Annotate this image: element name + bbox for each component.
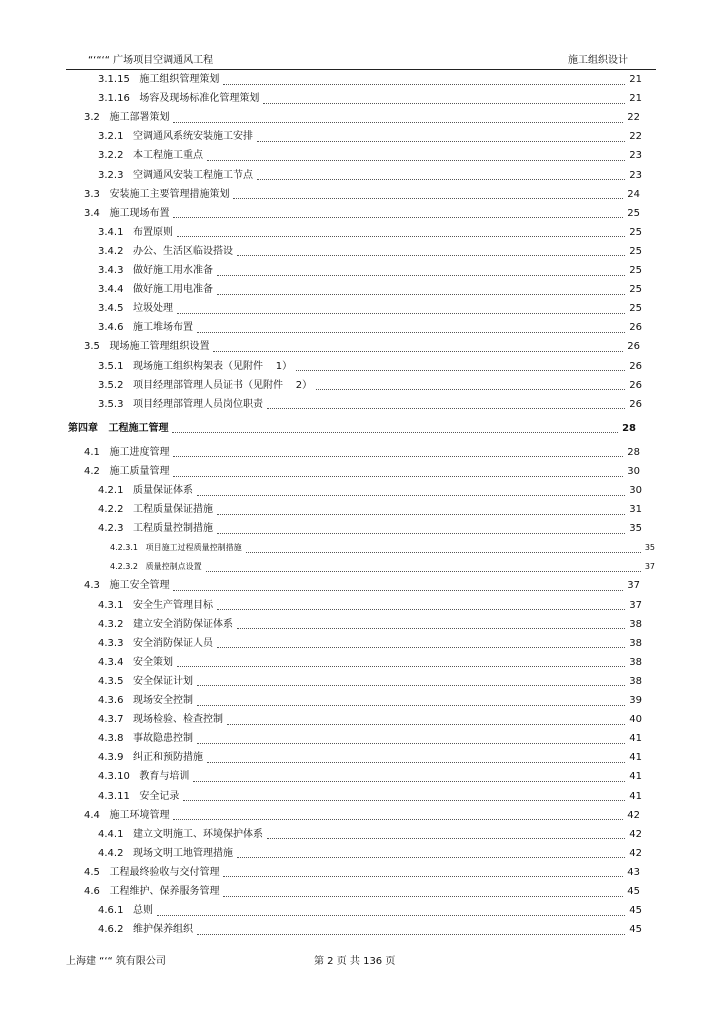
toc-entry-number: 3.4.6: [98, 322, 124, 334]
toc-entry-number: 4.2.3: [98, 523, 124, 535]
toc-entry[interactable]: [98, 655, 642, 671]
toc-entry-label: [98, 168, 253, 184]
toc-entry-label: [98, 359, 292, 375]
toc-entry-label: [98, 282, 213, 298]
toc-entry-page: 42: [627, 809, 640, 821]
footer-page-number: 第 2 页 共 136 页: [314, 956, 396, 967]
toc-leader-dots: [267, 408, 625, 409]
toc-entry-title: 空调通风安装工程施工节点: [133, 169, 253, 181]
toc-entry-page: 25: [629, 265, 642, 276]
toc-leader-dots: [233, 198, 623, 199]
toc-leader-dots: [173, 217, 623, 218]
toc-leader-dots: [183, 800, 625, 801]
toc-entry-label: [84, 578, 169, 594]
toc-entry[interactable]: [84, 865, 640, 881]
toc-entry[interactable]: [98, 922, 642, 938]
toc-entry[interactable]: [84, 339, 640, 355]
toc-entry[interactable]: [84, 464, 640, 480]
toc-entry-page: 43: [627, 866, 640, 878]
toc-entry-number: 4.3.9: [98, 752, 124, 764]
toc-entry-title: 建立文明施工、环境保护体系: [133, 828, 263, 840]
toc-entry-title: 纠正和预防措施: [133, 752, 203, 764]
toc-entry-page: 41: [629, 790, 642, 802]
toc-entry-page: 21: [629, 74, 642, 85]
toc-entry-label: [98, 148, 203, 164]
toc-entry[interactable]: [98, 598, 642, 614]
toc-entry-page: 38: [629, 656, 642, 668]
toc-entry[interactable]: [98, 129, 642, 145]
toc-entry[interactable]: [98, 148, 642, 164]
toc-entry-number: 3.2: [84, 112, 100, 124]
toc-entry-page: 25: [629, 245, 642, 257]
toc-entry-number: 3.4.3: [98, 265, 124, 276]
toc-entry-number: 3.5.3: [98, 398, 124, 410]
toc-entry[interactable]: [98, 731, 642, 747]
header-doc-type: 施工组织设计: [568, 55, 628, 66]
toc-entry-label: [84, 339, 209, 355]
toc-entry-label: [110, 559, 202, 575]
toc-entry-number: 4.3.6: [98, 695, 124, 706]
toc-entry-title: 教育与培训: [139, 771, 190, 783]
toc-entry[interactable]: [98, 301, 642, 317]
toc-entry-number: 4.2.3.2: [110, 562, 138, 572]
toc-entry-page: 41: [629, 771, 642, 783]
toc-entry-page: 37: [627, 580, 640, 592]
toc-entry-page: 38: [629, 637, 642, 649]
toc-entry-label: [98, 750, 203, 766]
toc-entry-number: 4.3.2: [98, 618, 124, 630]
toc-entry-page: 45: [629, 924, 642, 936]
toc-leader-dots: [223, 876, 623, 877]
toc-entry-page: 23: [629, 150, 642, 162]
toc-entry[interactable]: [84, 445, 640, 461]
toc-entry-title: 工程质量控制措施: [133, 523, 213, 535]
toc-entry[interactable]: [98, 827, 642, 843]
toc-entry[interactable]: [84, 187, 640, 203]
toc-entry-page: 26: [629, 322, 642, 334]
toc-leader-dots: [193, 781, 625, 782]
toc-entry-title: 施工部署策划: [109, 112, 170, 124]
toc-entry-number: 4.6.1: [98, 905, 124, 917]
toc-leader-dots: [197, 685, 625, 686]
toc-entry-number: 第四章: [68, 422, 98, 434]
toc-leader-dots: [217, 294, 625, 295]
toc-entry-number: 4.2.1: [98, 485, 124, 497]
toc-entry-page: 42: [629, 847, 642, 859]
toc-leader-dots: [257, 141, 625, 142]
toc-entry-number: 4.3.4: [98, 656, 124, 668]
toc-entry[interactable]: [98, 72, 642, 88]
toc-leader-dots: [217, 275, 625, 276]
toc-leader-dots: [173, 476, 623, 477]
toc-leader-dots: [197, 934, 625, 935]
toc-entry-page: 31: [629, 504, 642, 516]
toc-entry-number: 3.5.1: [98, 360, 124, 372]
toc-entry-label: [98, 636, 213, 652]
toc-leader-dots: [197, 495, 625, 496]
toc-entry-title: 安全保证计划: [133, 675, 193, 687]
toc-entry-label: [68, 421, 168, 437]
toc-entry-label: [98, 225, 173, 241]
toc-entry-label: [98, 129, 253, 145]
toc-entry-label: [84, 464, 169, 480]
toc-entry-title: 空调通风系统安装施工安排: [133, 131, 253, 143]
toc-leader-dots: [197, 332, 625, 333]
toc-entry-label: [84, 187, 229, 203]
toc-leader-dots: [177, 236, 625, 237]
toc-entry[interactable]: [98, 483, 642, 499]
toc-entry-page: 45: [629, 905, 642, 917]
toc-leader-dots: [237, 628, 625, 629]
toc-leader-dots: [217, 609, 625, 610]
toc-entry-page: 25: [629, 303, 642, 315]
toc-entry-label: [98, 617, 233, 633]
toc-entry-page: 25: [627, 207, 640, 219]
toc-entry-number: 3.1.15: [98, 74, 130, 85]
toc-entry-number: 4.3: [84, 580, 100, 592]
toc-entry-title: 现场安全控制: [133, 695, 193, 706]
toc-entry[interactable]: [98, 397, 642, 413]
toc-leader-dots: [267, 838, 625, 839]
toc-entry-page: 26: [629, 398, 642, 410]
toc-entry-title: 质量保证体系: [133, 485, 193, 497]
toc-entry-number: 4.3.5: [98, 675, 124, 687]
toc-entry[interactable]: [98, 693, 642, 709]
toc-entry-title: 施工环境管理: [109, 809, 170, 821]
toc-entry-title: 场容及现场标准化管理策划: [139, 93, 260, 105]
toc-leader-dots: [237, 255, 625, 256]
toc-entry-label: [84, 884, 219, 900]
toc-entry-page: 39: [629, 695, 642, 706]
toc-entry[interactable]: [110, 540, 655, 556]
toc-entry[interactable]: [84, 206, 640, 222]
toc-entry-page: 28: [622, 422, 636, 434]
toc-entry-label: [98, 320, 193, 336]
toc-entry-title: 施工质量管理: [109, 466, 170, 477]
toc-entry-title: 施工安全管理: [109, 580, 170, 592]
toc-leader-dots: [173, 590, 623, 591]
toc-entry-label: [98, 483, 193, 499]
toc-entry[interactable]: [98, 846, 642, 862]
toc-entry[interactable]: [98, 378, 642, 394]
toc-entry-title: 建立安全消防保证体系: [133, 618, 233, 630]
toc-entry-label: [98, 693, 193, 709]
toc-entry-title: 项目经理部管理人员证书（见附件 2）: [133, 379, 313, 391]
toc-leader-dots: [217, 533, 625, 534]
toc-leader-dots: [207, 762, 625, 763]
toc-entry-title: 安全策划: [133, 656, 173, 668]
toc-entry-page: 37: [644, 562, 655, 572]
toc-leader-dots: [263, 103, 625, 104]
toc-entry-number: 3.3: [84, 188, 100, 200]
toc-entry-number: 3.1.16: [98, 93, 130, 105]
toc-entry[interactable]: [98, 244, 642, 260]
toc-entry-title: 工程施工管理: [108, 422, 169, 434]
toc-entry-label: [98, 502, 213, 518]
toc-entry-label: [84, 206, 169, 222]
toc-entry-label: [98, 91, 259, 107]
toc-leader-dots: [177, 666, 625, 667]
toc-entry-title: 垃圾处理: [133, 303, 173, 315]
toc-entry-number: 3.4: [84, 207, 100, 219]
toc-entry[interactable]: [84, 110, 640, 126]
toc-entry-label: [98, 769, 189, 785]
toc-entry-title: 施工进度管理: [109, 446, 170, 458]
toc-entry-title: 安全消防保证人员: [133, 637, 213, 649]
toc-entry-number: 4.5: [84, 866, 100, 878]
toc-entry-label: [98, 521, 213, 537]
toc-entry-label: [98, 846, 233, 862]
toc-entry[interactable]: [110, 559, 655, 575]
toc-entry-title: 工程质量保证措施: [133, 504, 213, 516]
toc-entry-page: 35: [629, 523, 642, 535]
toc-entry-number: 4.4.1: [98, 828, 124, 840]
toc-entry-title: 维护保养组织: [133, 924, 193, 936]
toc-entry-label: [98, 378, 312, 394]
toc-entry-page: 30: [627, 466, 640, 477]
toc-entry-page: 28: [627, 446, 640, 458]
toc-entry-page: 26: [627, 341, 640, 353]
toc-entry[interactable]: [84, 578, 640, 594]
toc-entry-title: 总则: [133, 905, 153, 917]
toc-entry-title: 现场文明工地管理措施: [133, 847, 233, 859]
toc-entry-page: 38: [629, 618, 642, 630]
toc-leader-dots: [213, 351, 623, 352]
toc-entry-number: 4.2.2: [98, 504, 124, 516]
toc-entry-title: 做好施工用水准备: [133, 265, 213, 276]
toc-entry-number: 4.3.11: [98, 790, 130, 802]
toc-leader-dots: [257, 179, 625, 180]
toc-entry-title: 施工现场布置: [109, 207, 170, 219]
toc-entry-label: [98, 244, 233, 260]
toc-entry-title: 施工堆场布置: [133, 322, 193, 334]
toc-entry-title: 布置原则: [133, 226, 173, 238]
toc-entry-number: 3.2.3: [98, 169, 124, 181]
toc-entry-label: [98, 301, 173, 317]
toc-entry-title: 事故隐患控制: [133, 733, 193, 745]
toc-entry-number: 3.2.1: [98, 131, 124, 143]
toc-entry-number: 4.6: [84, 886, 100, 897]
toc-entry-page: 23: [629, 169, 642, 181]
toc-entry[interactable]: [98, 750, 642, 766]
toc-entry-label: [98, 903, 153, 919]
toc-entry[interactable]: [84, 884, 640, 900]
toc-entry[interactable]: [98, 617, 642, 633]
toc-leader-dots: [173, 819, 623, 820]
toc-entry-label: [98, 731, 193, 747]
toc-leader-dots: [237, 857, 625, 858]
toc-entry[interactable]: [68, 421, 636, 437]
toc-entry-number: 4.3.7: [98, 714, 124, 726]
toc-entry-page: 41: [629, 752, 642, 764]
toc-leader-dots: [173, 456, 623, 457]
toc-entry-label: [98, 655, 173, 671]
toc-entry-number: 4.2.3.1: [110, 543, 138, 553]
toc-entry-number: 3.4.1: [98, 226, 124, 238]
toc-entry-page: 38: [629, 675, 642, 687]
toc-entry-title: 项目经理部管理人员岗位职责: [133, 398, 263, 410]
toc-entry-number: 3.2.2: [98, 150, 124, 162]
toc-entry-title: 质量控制点设置: [145, 562, 202, 572]
toc-entry-page: 21: [629, 93, 642, 105]
toc-entry-label: [98, 712, 223, 728]
toc-entry-title: 现场施工组织构架表（见附件 1）: [133, 360, 293, 372]
toc-entry-number: 3.5.2: [98, 379, 124, 391]
toc-entry-number: 4.3.8: [98, 733, 124, 745]
toc-entry-label: [98, 827, 263, 843]
toc-entry[interactable]: [98, 168, 642, 184]
toc-leader-dots: [223, 84, 625, 85]
toc-entry-page: 22: [629, 131, 642, 143]
toc-entry[interactable]: [98, 282, 642, 298]
toc-entry-number: 3.4.5: [98, 303, 124, 315]
toc-leader-dots: [177, 313, 625, 314]
toc-entry-page: 30: [629, 485, 642, 497]
toc-entry-title: 工程维护、保养服务管理: [109, 886, 220, 897]
footer-company: 上海建 “‘“ 筑有限公司: [66, 956, 166, 967]
toc-entry-title: 做好施工用电准备: [133, 284, 213, 296]
toc-entry[interactable]: [98, 225, 642, 241]
toc-entry[interactable]: [98, 712, 642, 728]
toc-entry[interactable]: [98, 769, 642, 785]
toc-entry-number: 4.3.1: [98, 599, 124, 611]
toc-entry[interactable]: [98, 674, 642, 690]
toc-leader-dots: [197, 705, 625, 706]
toc-entry-title: 本工程施工重点: [133, 150, 203, 162]
toc-leader-dots: [246, 552, 641, 553]
toc-entry-page: 22: [627, 112, 640, 124]
toc-entry-number: 4.1: [84, 446, 100, 458]
toc-entry-title: 办公、生活区临设搭设: [133, 245, 233, 257]
toc-entry[interactable]: [98, 789, 642, 805]
toc-entry-label: [98, 922, 193, 938]
toc-entry-page: 37: [629, 599, 642, 611]
toc-leader-dots: [157, 915, 625, 916]
toc-entry-number: 3.5: [84, 341, 100, 353]
toc-entry-title: 现场检验、检查控制: [133, 714, 223, 726]
toc-leader-dots: [206, 571, 641, 572]
toc-entry-number: 4.4.2: [98, 847, 124, 859]
toc-entry-label: [98, 263, 213, 279]
toc-leader-dots: [227, 724, 625, 725]
toc-leader-dots: [217, 647, 625, 648]
toc-entry-label: [84, 445, 169, 461]
toc-entry-number: 4.3.3: [98, 637, 124, 649]
toc-entry[interactable]: [98, 263, 642, 279]
toc-leader-dots: [197, 743, 625, 744]
toc-entry-page: 26: [629, 379, 642, 391]
toc-entry-number: 4.3.10: [98, 771, 130, 783]
toc-leader-dots: [172, 432, 618, 433]
toc-entry-title: 施工组织管理策划: [139, 74, 220, 85]
toc-entry-page: 24: [627, 188, 640, 200]
toc-entry-title: 项目施工过程质量控制措施: [145, 543, 242, 553]
toc-entry-label: [98, 789, 179, 805]
toc-entry-label: [98, 674, 193, 690]
toc-entry-number: 3.4.2: [98, 245, 124, 257]
toc-leader-dots: [217, 514, 625, 515]
toc-entry-page: 42: [629, 828, 642, 840]
toc-leader-dots: [223, 896, 623, 897]
toc-entry-number: 4.2: [84, 466, 100, 477]
toc-entry-label: [84, 808, 169, 824]
toc-entry-page: 25: [629, 226, 642, 238]
toc-entry-title: 安装施工主要管理措施策划: [109, 188, 230, 200]
toc-entry-title: 工程最终验收与交付管理: [109, 866, 220, 878]
toc-entry-page: 40: [629, 714, 642, 726]
toc-entry-label: [84, 110, 169, 126]
toc-entry-page: 35: [644, 543, 655, 553]
toc-entry[interactable]: [98, 521, 642, 537]
toc-entry-page: 41: [629, 733, 642, 745]
toc-leader-dots: [316, 389, 625, 390]
toc-entry[interactable]: [98, 636, 642, 652]
page-header: [88, 49, 628, 65]
toc-entry[interactable]: [98, 320, 642, 336]
toc-entry-label: [98, 397, 263, 413]
toc-entry[interactable]: [98, 91, 642, 107]
toc-entry[interactable]: [84, 808, 640, 824]
toc-entry-label: [98, 72, 219, 88]
toc-entry[interactable]: [98, 903, 642, 919]
header-project-title: “‘“‘“ 广场项目空调通风工程: [88, 55, 214, 66]
toc-entry[interactable]: [98, 359, 642, 375]
toc-entry-title: 安全生产管理目标: [133, 599, 213, 611]
toc-entry-page: 45: [627, 886, 640, 897]
toc-leader-dots: [173, 122, 623, 123]
toc-entry-number: 4.4: [84, 809, 100, 821]
toc-entry-number: 3.4.4: [98, 284, 124, 296]
toc-entry-title: 现场施工管理组织设置: [109, 341, 210, 353]
toc-entry-label: [84, 865, 219, 881]
toc-entry-page: 26: [629, 360, 642, 372]
toc-entry-title: 安全记录: [139, 790, 180, 802]
toc-entry-label: [98, 598, 213, 614]
toc-leader-dots: [296, 370, 625, 371]
header-rule: [66, 69, 656, 70]
toc-entry[interactable]: [98, 502, 642, 518]
toc-entry-number: 4.6.2: [98, 924, 124, 936]
toc-entry-label: [110, 540, 242, 556]
toc-entry-page: 25: [629, 284, 642, 296]
toc-leader-dots: [207, 160, 625, 161]
